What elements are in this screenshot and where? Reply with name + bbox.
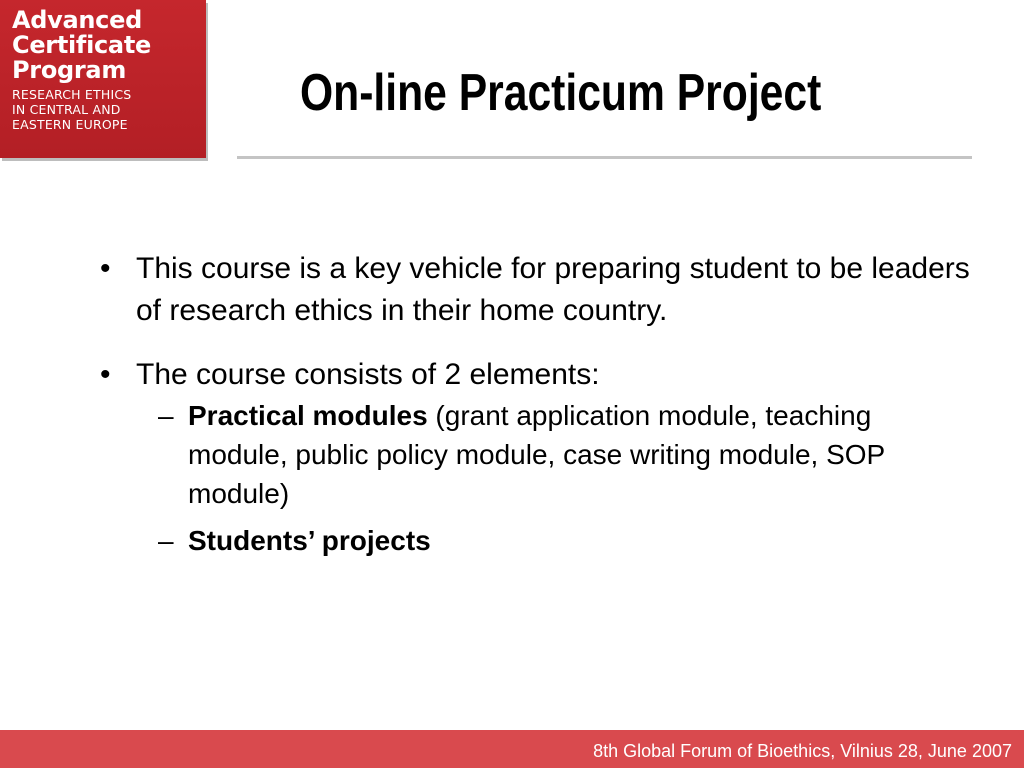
- subitem-bold-label: Students’ projects: [188, 525, 431, 556]
- bullet-text: The course consists of 2 elements:: [136, 358, 600, 391]
- bullet-item-course-elements: [100, 354, 970, 396]
- subitem-bold-label: Practical modules: [188, 400, 428, 431]
- bullet-item-course-purpose: [100, 248, 970, 332]
- subitem-students-projects: [100, 521, 970, 560]
- program-logo: [0, 0, 206, 158]
- logo-subline-research-ethics: RESEARCH ETHICS: [12, 87, 132, 102]
- bullet-glyph: •: [100, 252, 111, 285]
- logo-line-advanced: Advanced: [12, 6, 142, 34]
- bullet-text: This course is a key vehicle for preparing student to be leaders of research ethics in their home country.: [136, 252, 970, 327]
- logo-subline-central: IN CENTRAL AND: [12, 102, 121, 117]
- bullet-glyph: •: [100, 358, 111, 391]
- logo-line-program: Program: [12, 56, 127, 84]
- logo-subline-eastern-europe: EASTERN EUROPE: [12, 117, 128, 132]
- subitem-practical-modules: [100, 396, 970, 513]
- slide-title: On-line Practicum Project: [300, 64, 822, 122]
- slide-content: [100, 248, 970, 560]
- footer-bar: [0, 730, 1024, 768]
- logo-line-certificate: Certificate: [12, 31, 151, 59]
- sub-bullet-dash: –: [158, 525, 174, 556]
- subitem-description: (grant application module, teaching module, public policy module, case writing module, SOP module): [188, 400, 885, 509]
- footer-text: 8th Global Forum of Bioethics, Vilnius 28, June 2007: [593, 741, 1012, 761]
- sub-bullet-dash: –: [158, 400, 174, 431]
- title-divider: [237, 156, 972, 159]
